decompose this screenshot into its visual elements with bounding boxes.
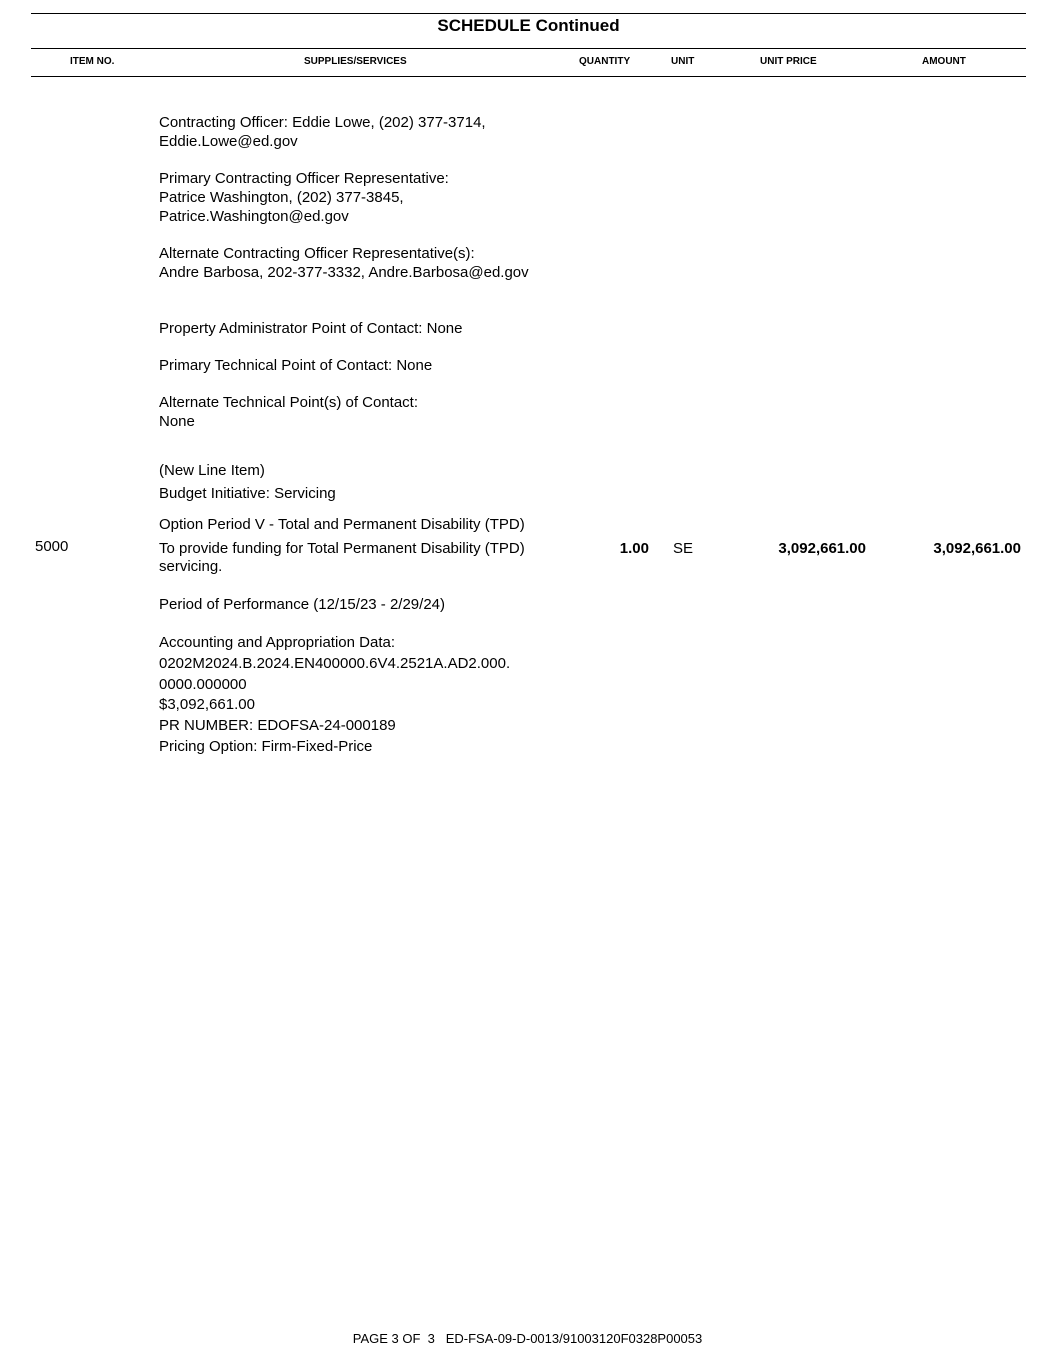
col-unit-price: UNIT PRICE <box>760 56 817 67</box>
contracting-officer-line-1: Contracting Officer: Eddie Lowe, (202) 377-3714, <box>159 114 486 131</box>
alternate-technical-value: None <box>159 413 195 430</box>
header-rule <box>31 48 1026 49</box>
primary-cor-line-2: Patrice.Washington@ed.gov <box>159 208 349 225</box>
accounting-line-2: 0000.000000 <box>159 676 247 693</box>
col-supplies-services: SUPPLIES/SERVICES <box>304 56 407 67</box>
unit-value: SE <box>673 540 694 557</box>
col-amount: AMOUNT <box>922 56 966 67</box>
pr-number: PR NUMBER: EDOFSA-24-000189 <box>159 717 396 734</box>
option-period: Option Period V - Total and Permanent Disability (TPD) <box>159 516 525 533</box>
amount-value: 3,092,661.00 <box>933 540 1021 557</box>
accounting-label: Accounting and Appropriation Data: <box>159 634 395 651</box>
property-admin-contact: Property Administrator Point of Contact: None <box>159 320 463 337</box>
pricing-option: Pricing Option: Firm-Fixed-Price <box>159 738 373 755</box>
col-item-no: ITEM NO. <box>70 56 115 67</box>
primary-cor-label: Primary Contracting Officer Representative: <box>159 170 449 187</box>
col-unit: UNIT <box>671 56 695 67</box>
new-line-item: (New Line Item) <box>159 462 265 479</box>
description-line-1: To provide funding for Total Permanent Disability (TPD) <box>159 540 525 557</box>
page-footer: PAGE 3 OF 3 ED-FSA-09-D-0013/91003120F0328P00053 <box>352 1331 703 1346</box>
description-line-2: servicing. <box>159 558 223 575</box>
accounting-line-1: 0202M2024.B.2024.EN400000.6V4.2521A.AD2.000. <box>159 655 511 672</box>
item-number: 5000 <box>35 538 69 555</box>
column-header-rule <box>31 76 1026 77</box>
primary-cor-line-1: Patrice Washington, (202) 377-3845, <box>159 189 404 206</box>
alternate-cor-label: Alternate Contracting Officer Representative(s): <box>159 245 475 262</box>
primary-technical-contact: Primary Technical Point of Contact: None <box>159 357 433 374</box>
contracting-officer-line-2: Eddie.Lowe@ed.gov <box>159 133 298 150</box>
schedule-title: SCHEDULE Continued <box>437 16 620 35</box>
col-quantity: QUANTITY <box>579 56 631 67</box>
top-rule <box>31 13 1026 14</box>
alternate-technical-label: Alternate Technical Point(s) of Contact: <box>159 394 419 411</box>
unit-price-value: 3,092,661.00 <box>778 540 866 557</box>
quantity-value: 1.00 <box>619 540 649 557</box>
period-of-performance: Period of Performance (12/15/23 - 2/29/24) <box>159 596 445 613</box>
accounting-amount: $3,092,661.00 <box>159 696 255 713</box>
budget-initiative: Budget Initiative: Servicing <box>159 485 336 502</box>
alternate-cor-value: Andre Barbosa, 202-377-3332, Andre.Barbosa@ed.gov <box>159 264 529 281</box>
